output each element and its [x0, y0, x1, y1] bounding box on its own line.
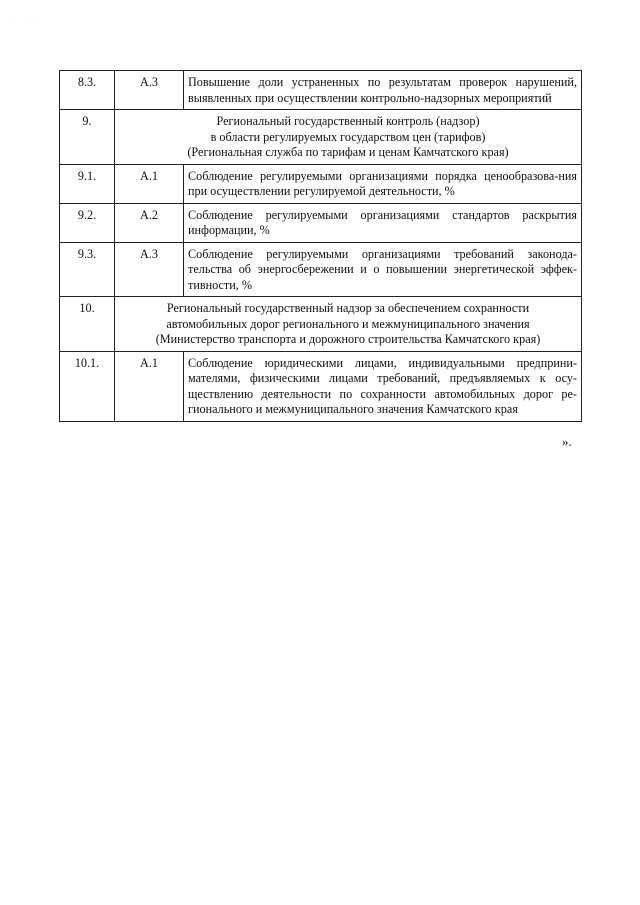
indicator-text: Соблюдение регулируемыми организациями требований законода-тельства об энергосбережении и о повышении энергетической эффек-тивности, % [184, 242, 582, 297]
section-row [60, 297, 582, 352]
section-title [115, 297, 582, 352]
section-number: 9. [60, 110, 115, 165]
table-row [60, 351, 582, 421]
closing-quote: ». [562, 434, 572, 449]
section-title [115, 110, 582, 165]
indicator-text: Соблюдение регулируемыми организациями стандартов раскрытия информации, % [184, 203, 582, 242]
section-title-line: автомобильных дорог регионального и межмуниципального значения [166, 316, 530, 331]
row-number: 9.1. [60, 164, 115, 203]
indicator-code: А.1 [115, 351, 184, 421]
scan-artifact: · · · [14, 18, 38, 24]
section-title-line: Региональный государственный контроль (надзор) [216, 114, 480, 128]
table-row [60, 203, 582, 242]
indicator-text: Соблюдение регулируемыми организациями порядка ценообразова-ния при осуществлении регулируемой деятельности, % [184, 164, 582, 203]
table-row [60, 164, 582, 203]
indicator-code: А.2 [115, 203, 184, 242]
indicators-table [59, 70, 582, 422]
indicator-code: А.3 [115, 71, 184, 110]
table-row [60, 71, 582, 110]
section-title-line: в области регулируемых государством цен (тарифов) [210, 129, 486, 144]
row-number: 8.3. [60, 71, 115, 110]
section-title-line: Региональный государственный надзор за обеспечением сохранности [166, 301, 530, 315]
row-number: 10.1. [60, 351, 115, 421]
indicator-code: А.1 [115, 164, 184, 203]
indicator-text: Соблюдение юридическими лицами, индивидуальными предприни-мателями, физическими лицами требований, предъявляемых к осу-ществлению деятельности по сохранности автомобильных дорог ре-гионального и межмуниципального значения Камчатского края [184, 351, 582, 421]
section-title-line: (Министерство транспорта и дорожного строительства Камчатского края) [155, 332, 541, 346]
indicator-code: А.3 [115, 242, 184, 297]
row-number: 9.2. [60, 203, 115, 242]
section-row [60, 110, 582, 165]
section-number: 10. [60, 297, 115, 352]
table-row [60, 242, 582, 297]
indicator-text: Повышение доли устраненных по результатам проверок нарушений, выявленных при осуществлении контрольно-надзорных мероприятий [184, 71, 582, 110]
row-number: 9.3. [60, 242, 115, 297]
section-title-line: (Региональная служба по тарифам и ценам Камчатского края) [187, 145, 509, 159]
